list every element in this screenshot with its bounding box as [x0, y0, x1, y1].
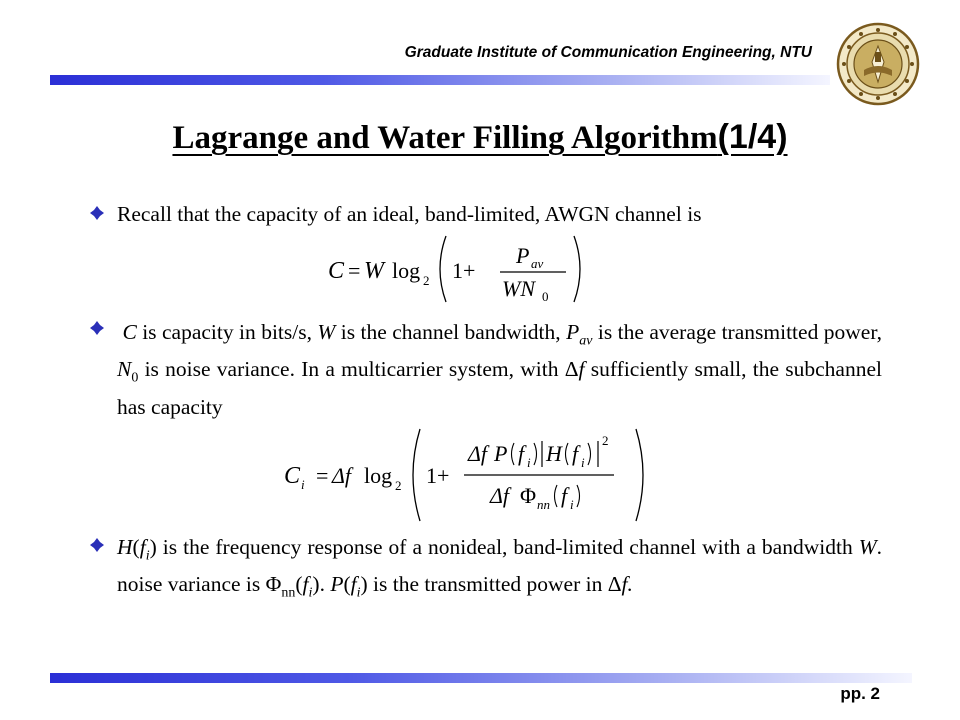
eq2-P: P: [494, 441, 508, 466]
equation-awgn-capacity: [320, 230, 590, 308]
equation-subchannel-capacity: [280, 425, 660, 525]
eq2-phi-f-sub: i: [570, 497, 574, 512]
eq1-av: av: [531, 256, 544, 271]
eq1-right-paren: [574, 236, 580, 302]
eq1-one-plus: 1+: [452, 258, 476, 283]
eq1-W: W: [364, 258, 384, 284]
eq1-P: P: [516, 243, 530, 268]
eq1-left-paren: [440, 236, 446, 302]
eq2-phi-sub: nn: [537, 497, 550, 512]
eq2-log: log: [364, 463, 393, 488]
eq2-H-f-sub: i: [581, 455, 585, 470]
eq1-C: C: [328, 258, 345, 284]
eq2-log-base: 2: [395, 478, 402, 493]
eq2-num-delta-f: Δf: [468, 441, 488, 466]
eq2-delta-f: Δf: [332, 463, 352, 488]
diamond-bullet-icon: [90, 206, 104, 220]
bullet-frequency-response: $H(f_i)$ is the frequency response of a nonideal, band-limited channel with a bandwidth W. noise variance is $\Phi_{nn}(f_i)$. $P(f_i)$ is the transmitted power in Δf.: [117, 535, 882, 601]
eq2-equals: =: [316, 463, 329, 488]
header-institute: Graduate Institute of Communication Engineering, NTU: [404, 44, 812, 61]
slide-title-main: Lagrange and Water Filling Algorithm: [172, 120, 718, 156]
eq1-N-sub: 0: [542, 289, 549, 304]
eq2-C-sub: i: [301, 477, 305, 492]
eq1-equals: =: [348, 258, 361, 283]
eq1-log: log: [392, 258, 421, 283]
eq2-H: H: [546, 441, 562, 466]
ntu-seal-icon: [836, 22, 920, 106]
eq2-P-f-sub: i: [527, 455, 531, 470]
eq2-phi-f: f: [561, 483, 568, 508]
eq2-H-f: f: [572, 441, 579, 466]
eq1-WN: WN: [502, 276, 535, 301]
eq2-den-delta-f: Δf: [490, 483, 510, 508]
bullet-recall-capacity: Recall that the capacity of an ideal, band-limited, AWGN channel is: [117, 202, 702, 226]
eq1-log-base: 2: [423, 273, 430, 288]
eq2-C: C: [284, 463, 301, 489]
eq2-square: 2: [602, 433, 609, 448]
eq2-P-f: f: [518, 441, 525, 466]
slide-title-part: (1/4): [717, 118, 788, 156]
page-number: pp. 2: [840, 684, 880, 703]
eq2-one-plus: 1+: [426, 463, 450, 488]
slide-title: [0, 118, 960, 157]
eq2-phi: Φ: [520, 483, 537, 508]
diamond-bullet-icon: [90, 538, 104, 552]
footer-divider-bar: [50, 673, 912, 683]
diamond-bullet-icon: [90, 321, 104, 335]
header-divider-bar: [50, 75, 830, 85]
eq2-right-paren: [636, 429, 643, 521]
bullet-capacity-definitions: C is capacity in bits/s, W is the channel bandwidth, $P_{av}$ is the average transmitted power, $N_0$ is noise variance. In a multicarrier system, with Δf sufficiently small, the subchannel has capacity: [117, 320, 882, 419]
eq2-left-paren: [413, 429, 420, 521]
